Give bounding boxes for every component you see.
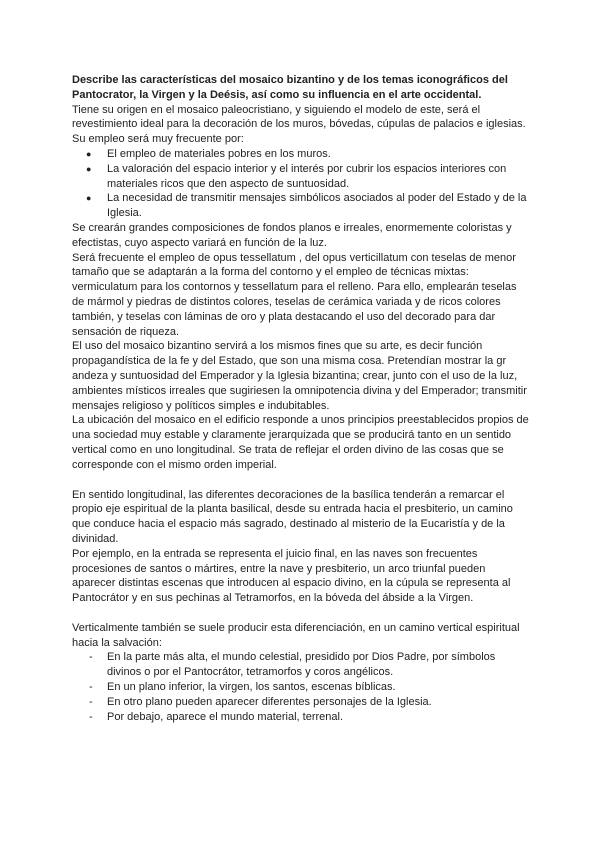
list-item: - Por debajo, aparece el mundo material, terrenal. — [72, 710, 530, 725]
paragraph-location: La ubicación del mosaico en el edificio responde a unos principios preestablecidos propios de una sociedad muy estable y claramente jerarquizada que se producirá tanto en un sentido vertical como en uno longitudinal. Se trata de reflejar el orden divino de las cosas que se corresponde con el mismo orden imperial. — [72, 414, 529, 471]
paragraph-example: Por ejemplo, en la entrada se representa el juicio final, en las naves son frecuentes procesiones de santos o mártires, entre la nave y presbiterio, un arco triunfal pueden aparecer distintas escenas que introducen al espacio divino, en la cúpula se representa al Pantocrátor y en sus pechinas al Tetramorfos, en la bóveda del ábside a la Virgen. — [72, 547, 511, 605]
list-item: ● El empleo de materiales pobres en los muros. — [72, 147, 530, 162]
paragraph-vertical: Verticalmente también se suele producir esta diferenciación, en un camino vertical espiritual hacia la salvación: — [72, 621, 520, 649]
levels-list — [72, 650, 530, 724]
paragraph-longitudinal: En sentido longitudinal, las diferentes decoraciones de la basílica tenderán a remarcar el propio eje espiritual de la planta basilical, desde su entrada hacia el presbiterio, un camino que conduce hacia el espacio más sagrado, destinado al misterio de la Eucaristía y de la divinidad. — [72, 488, 513, 545]
list-item: - En la parte más alta, el mundo celestial, presidido por Dios Padre, por símbolos divinos o por el Pantocrátor, tetramorfos y coros angélicos. — [72, 650, 530, 680]
paragraph-spacer — [72, 606, 530, 621]
paragraph-techniques: Será frecuente el empleo de opus tessellatum , del opus verticillatum con teselas de menor tamaño que se adaptarán a la forma del contorno y el empleo de técnicas mixtas: vermiculatum para los contornos y tessellatum para el relleno. Para ello, emplearán teselas de mármol y piedras de distintos colores, teselas de cerámica variada y de ricos colores también, y teselas con láminas de oro y plata destacando el uso del decorado para dar sensación de riqueza. — [72, 251, 517, 338]
document-page — [72, 73, 530, 724]
list-item: ● La necesidad de transmitir mensajes simbólicos asociados al poder del Estado y de la Iglesia. — [72, 191, 530, 221]
paragraph-spacer — [72, 473, 530, 488]
document-title: Describe las características del mosaico bizantino y de los temas iconográficos del Pantocrator, la Virgen y la Deésis, así como su influencia en el arte occidental. — [72, 74, 508, 101]
reasons-list — [72, 147, 530, 221]
intro-paragraph: Tiene su origen en el mosaico paleocristiano, y siguiendo el modelo de este, será el revestimiento ideal para la decoración de los muros, bóvedas, cúpulas de palacios e iglesias. Su empleo será muy frecuente por: — [72, 103, 526, 146]
list-item: - En un plano inferior, la virgen, los santos, escenas bíblicas. — [72, 680, 530, 695]
paragraph-composition: Se crearán grandes composiciones de fondos planos e irreales, enormemente coloristas y efectistas, cuyo aspecto variará en función de la luz. — [72, 221, 512, 249]
list-item: - En otro plano pueden aparecer diferentes personajes de la Iglesia. — [72, 695, 530, 710]
paragraph-purpose: El uso del mosaico bizantino servirá a los mismos fines que su arte, es decir función propagandística de la fe y del Estado, que son una misma cosa. Pretendían mostrar la gr andeza y suntuosidad del Emperador y la Iglesia bizantina; crear, junto con el uso de la luz, ambientes místicos irreales que sugiriesen la omnipotencia divina y del Emperador; transmitir mensajes religioso y políticos simples e indubitables. — [72, 340, 527, 412]
list-item: ● La valoración del espacio interior y el interés por cubrir los espacios interiores con materiales ricos que den aspecto de suntuosidad. — [72, 162, 530, 192]
